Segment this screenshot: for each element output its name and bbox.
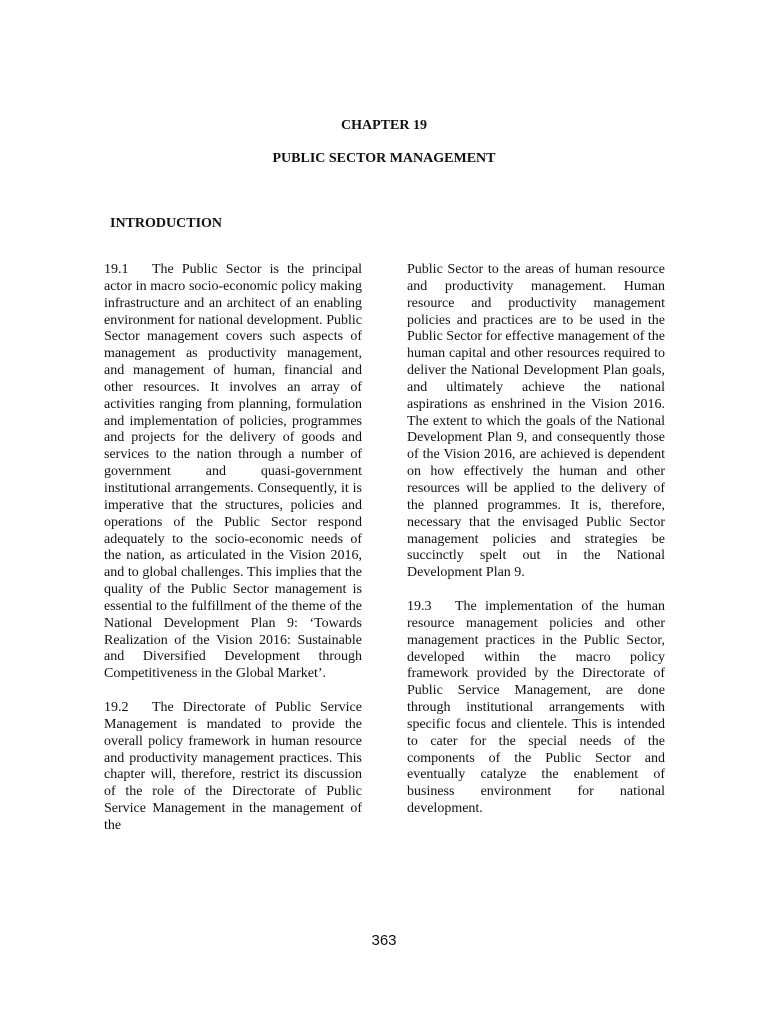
page-number: 363 [371,932,397,949]
chapter-title: PUBLIC SECTOR MANAGEMENT [272,151,496,166]
paragraph-19-3 [407,599,665,818]
paragraph-text: Public Sector to the areas of human resource and productivity management. Human resource and productivity management policies and practices are to be used in the Public Sector for effective management of the human capital and other resources required to deliver the National Development Plan goals, and ultimately achieve the national aspirations as enshrined in the Vision 2016. The extent to which the goals of the National Development Plan 9, and consequently those of the Vision 2016, are achieved is dependent on how effectively the human and other resources will be applied to the delivery of the planned programmes. It is, therefore, necessary that the envisaged Public Sector management policies and strategies be succinctly spelt out in the National Development Plan 9. [407,262,665,581]
paragraph-number: 19.3 [407,599,432,615]
right-column [407,262,665,835]
section-heading: INTRODUCTION [110,216,223,231]
chapter-label: CHAPTER 19 [341,118,427,133]
paragraph-number: 19.2 [104,700,129,716]
paragraph-text: The Public Sector is the principal actor in macro socio-economic policy making infrastructure and an architect of an enabling environment for national development. Public Sector management covers such aspects of management as productivity management, and management of human, financial and other resources. It involves an array of activities ranging from planning, formulation and implementation of policies, programmes and projects for the delivery of goods and services to the nation through a number of government and quasi-government institutional arrangements. Consequently, it is imperative that the structures, policies and operations of the Public Sector respond adequately to the socio-economic needs of the nation, as articulated in the Vision 2016, and to global challenges. This implies that the quality of the Public Sector management is essential to the fulfillment of the theme of the National Development Plan 9: ‘Towards Realization of the Vision 2016: Sustainable and Diversified Development through Competitiveness in the Global Market’. [104,262,362,682]
paragraph-text: The implementation of the human resource management policies and other management practices in the Public Sector, developed within the macro policy framework provided by the Directorate of Public Service Management, are done through institutional arrangements with specific focus and clientele. This is intended to cater for the special needs of the components of the Public Sector and eventually catalyze the enablement of business environment for national development. [407,599,665,817]
paragraph-19-2-continued [407,262,665,582]
left-column [104,262,362,852]
paragraph-19-2 [104,700,362,835]
paragraph-19-1 [104,262,362,683]
paragraph-text: The Directorate of Public Service Management is mandated to provide the overall policy framework in human resource and productivity management practices. This chapter will, therefore, restrict its discussion of the role of the Directorate of Public Service Management in the management of the [104,700,362,833]
paragraph-number: 19.1 [104,262,129,277]
